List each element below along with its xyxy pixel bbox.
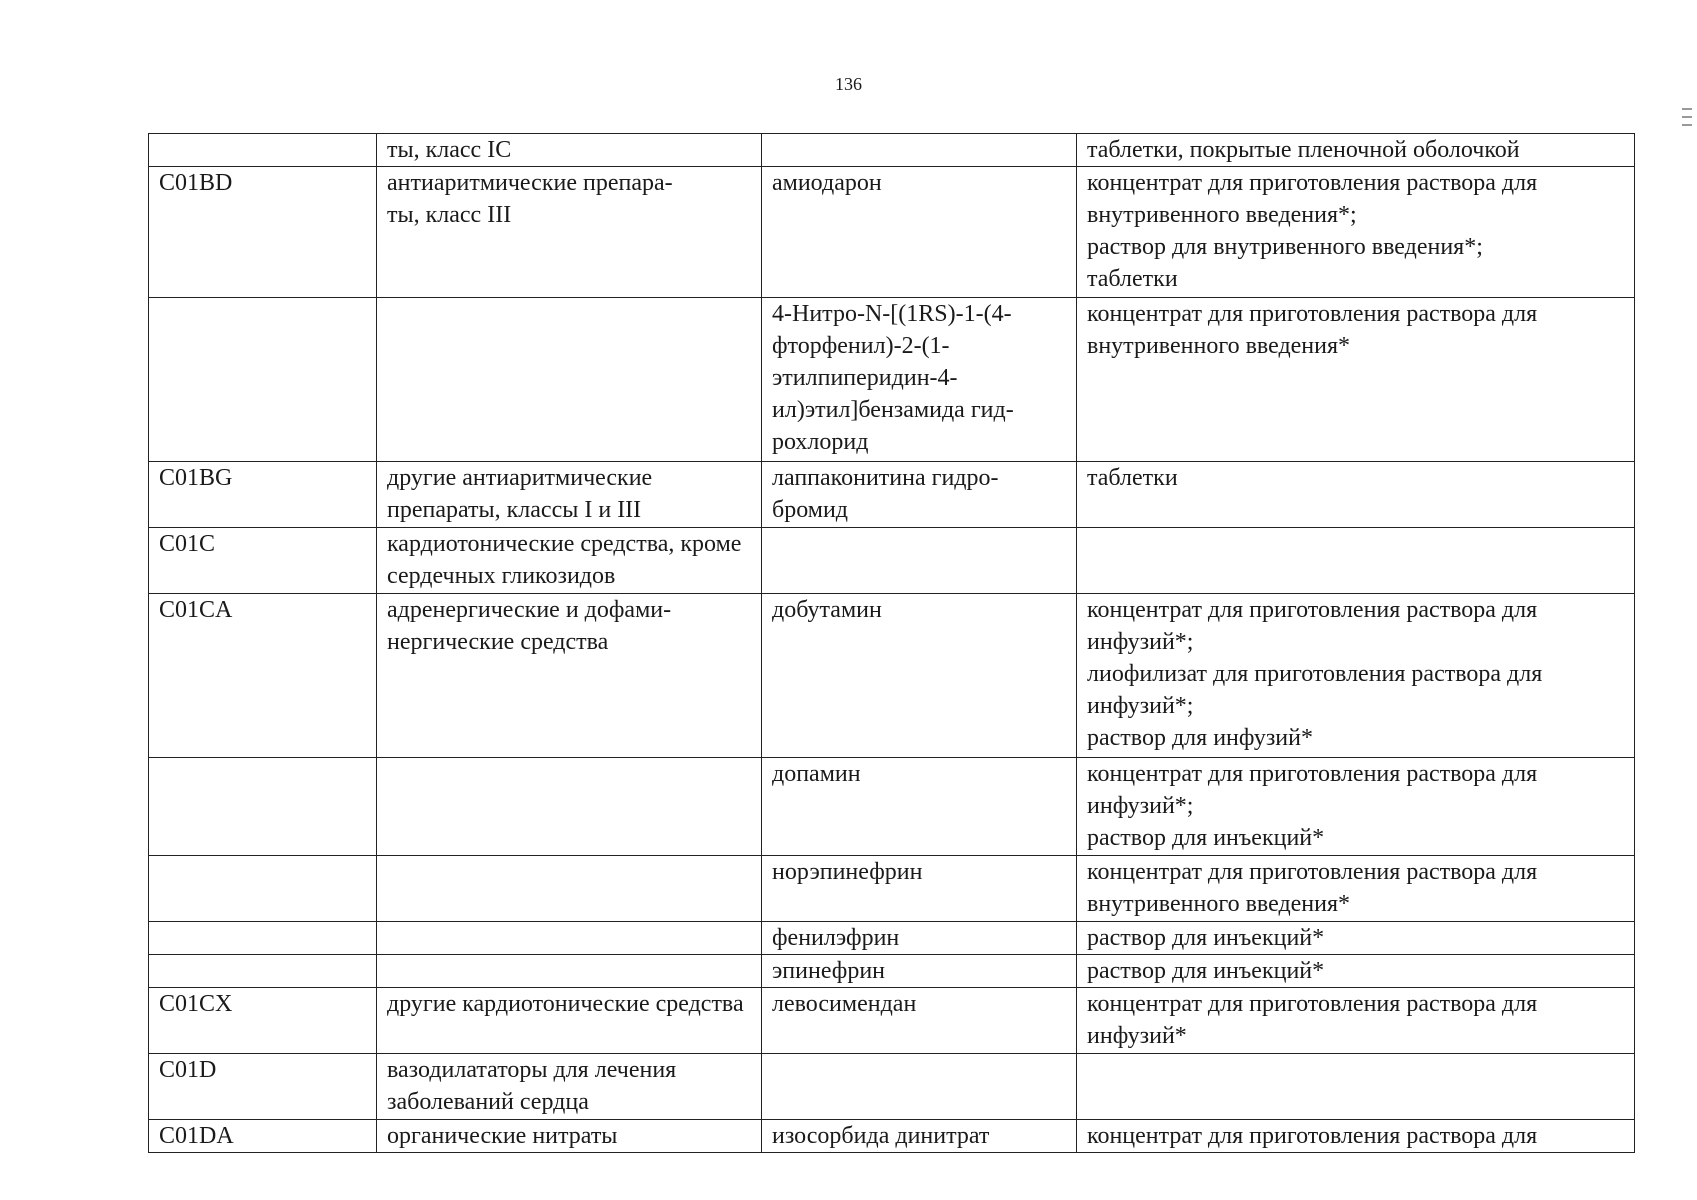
table-row	[149, 1054, 1635, 1120]
table-row	[149, 528, 1635, 594]
drug-name-cell: изосорбида динитрат	[762, 1120, 1077, 1153]
scan-mark	[1682, 108, 1692, 110]
dosage-form-cell: таблетки, покрытые пленочной оболочкой	[1077, 134, 1635, 167]
pharmacological-group-cell	[377, 922, 762, 955]
dosage-form-cell: концентрат для приготовления раствора для инфузий*; раствор для инъекций*	[1077, 758, 1635, 856]
drug-name-cell: эпинефрин	[762, 955, 1077, 988]
dosage-form-cell	[1077, 1054, 1635, 1120]
drug-name-cell: норэпинефрин	[762, 856, 1077, 922]
drug-name-cell: фенилэфрин	[762, 922, 1077, 955]
dosage-form-cell: раствор для инъекций*	[1077, 955, 1635, 988]
table-row	[149, 988, 1635, 1054]
table-body	[149, 134, 1635, 1153]
dosage-form-cell: концентрат для приготовления раствора для инфузий*	[1077, 988, 1635, 1054]
pharmacological-group-cell: другие антиаритмические препараты, классы I и III	[377, 462, 762, 528]
pharmacological-group-cell: адренергические и дофами- нергические средства	[377, 594, 762, 758]
pharmacological-group-cell	[377, 856, 762, 922]
scan-mark	[1682, 116, 1692, 118]
scan-mark	[1682, 124, 1692, 126]
atc-code-cell: C01CA	[149, 594, 377, 758]
pharmacological-group-cell	[377, 955, 762, 988]
drug-name-cell	[762, 528, 1077, 594]
dosage-form-cell: раствор для инъекций*	[1077, 922, 1635, 955]
atc-code-cell	[149, 134, 377, 167]
table-row	[149, 856, 1635, 922]
drug-name-cell: 4-Нитро-N-[(1RS)-1-(4- фторфенил)-2-(1- этилпиперидин-4- ил)этил]бензамида гид- рохлорид	[762, 298, 1077, 462]
dosage-form-cell: концентрат для приготовления раствора для внутривенного введения*	[1077, 856, 1635, 922]
atc-code-cell: C01C	[149, 528, 377, 594]
dosage-form-cell: концентрат для приготовления раствора для инфузий*; лиофилизат для приготовления раствора для инфузий*; раствор для инфузий*	[1077, 594, 1635, 758]
dosage-form-cell: концентрат для приготовления раствора для	[1077, 1120, 1635, 1153]
table-row	[149, 167, 1635, 298]
dosage-form-cell: таблетки	[1077, 462, 1635, 528]
atc-code-cell: C01BD	[149, 167, 377, 298]
table-row	[149, 298, 1635, 462]
pharmacological-group-cell	[377, 758, 762, 856]
drug-name-cell	[762, 134, 1077, 167]
atc-code-cell: C01D	[149, 1054, 377, 1120]
table-row	[149, 922, 1635, 955]
table-row	[149, 462, 1635, 528]
atc-code-cell	[149, 758, 377, 856]
pharmacological-group-cell: кардиотонические средства, кроме сердечных гликозидов	[377, 528, 762, 594]
pharmacological-group-cell: вазодилататоры для лечения заболеваний сердца	[377, 1054, 762, 1120]
pharmacological-group-cell: другие кардиотонические средства	[377, 988, 762, 1054]
dosage-form-cell: концентрат для приготовления раствора для внутривенного введения*; раствор для внутривенного введения*; таблетки	[1077, 167, 1635, 298]
atc-code-cell: C01DA	[149, 1120, 377, 1153]
drug-name-cell: добутамин	[762, 594, 1077, 758]
atc-code-cell	[149, 856, 377, 922]
drug-name-cell: левосимендан	[762, 988, 1077, 1054]
pharmacological-group-cell	[377, 298, 762, 462]
atc-code-cell: C01BG	[149, 462, 377, 528]
pharmacological-group-cell: ты, класс IC	[377, 134, 762, 167]
pharmacological-group-cell: антиаритмические препара- ты, класс III	[377, 167, 762, 298]
table-row	[149, 758, 1635, 856]
drug-name-cell	[762, 1054, 1077, 1120]
pharmacological-group-cell: органические нитраты	[377, 1120, 762, 1153]
table-row	[149, 1120, 1635, 1153]
drug-list-table	[148, 133, 1635, 1153]
drug-name-cell: лаппаконитина гидро- бромид	[762, 462, 1077, 528]
drug-name-cell: допамин	[762, 758, 1077, 856]
dosage-form-cell	[1077, 528, 1635, 594]
atc-code-cell	[149, 922, 377, 955]
table-row	[149, 134, 1635, 167]
atc-code-cell	[149, 955, 377, 988]
atc-code-cell: C01CX	[149, 988, 377, 1054]
table-row	[149, 594, 1635, 758]
dosage-form-cell: концентрат для приготовления раствора для внутривенного введения*	[1077, 298, 1635, 462]
page-number: 136	[835, 74, 862, 94]
atc-code-cell	[149, 298, 377, 462]
drug-name-cell: амиодарон	[762, 167, 1077, 298]
table-row	[149, 955, 1635, 988]
